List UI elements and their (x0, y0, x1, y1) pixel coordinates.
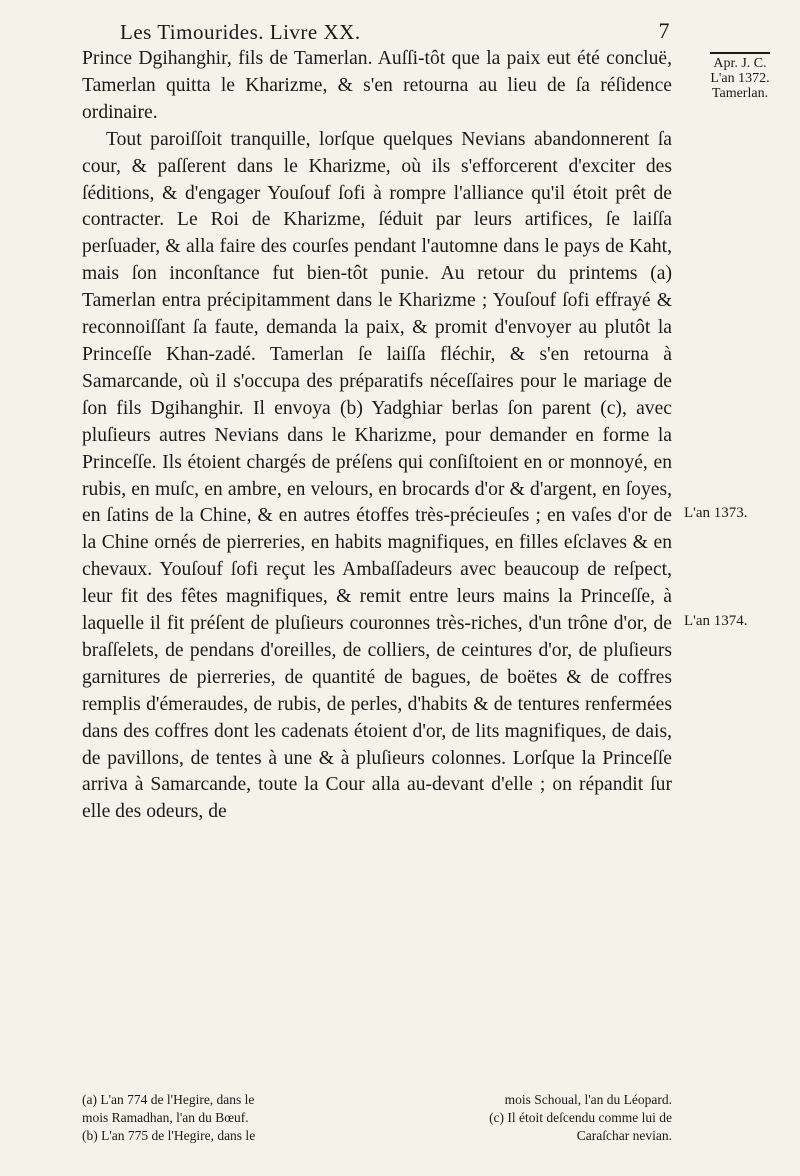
footnote-a-end: mois Ramadhan, l'an du Bœuf. (82, 1110, 249, 1125)
footnote-a: (a) L'an 774 de l'Hegire, dans le (82, 1092, 255, 1107)
margin-note-year-1372: L'an 1372. (710, 71, 770, 86)
footnote-c-continuation: Caraſchar nevian. (576, 1128, 672, 1143)
footnote-row-3 (82, 1127, 672, 1145)
margin-note-tamerlan: Tamerlan. (711, 86, 769, 101)
footnote-row-2 (82, 1109, 672, 1127)
footnote-c: (c) Il étoit deſcendu comme lui de (489, 1110, 672, 1125)
page-number: 7 (658, 18, 670, 43)
running-head: Les Timourides. Livre XX. (120, 20, 361, 44)
footnotes (82, 1091, 672, 1145)
page-header (90, 18, 670, 48)
paragraph-1: Prince Dgihanghir, fils de Tamerlan. Auſſi-tôt que la paix eut été concluë, Tamerlan quitta le Kharizme, & s'en retourna au lieu de ſa réſidence ordinaire. (82, 48, 672, 123)
main-text (82, 46, 672, 826)
margin-note-year-1374: L'an 1374. (684, 613, 748, 629)
margin-note-date-header (684, 52, 796, 101)
paragraph-2: Tout paroiſſoit tranquille, lorſque quelques Nevians abandonnerent ſa cour, & paſſerent dans le Kharizme, où ils s'efforcerent d'exciter des ſéditions, & d'engager Youſouf ſofi à rompre l'alliance qu'il étoit prêt de contracter. Le Roi de Kharizme, ſéduit par leurs artifices, ſe laiſſa perſuader, & alla faire des courſes pendant l'automne dans le pays de Kaht, mais ſon inconſtance fut bien-tôt punie. Au retour du printems (a) Tamerlan entra précipitamment dans le Kharizme ; Youſouf ſofi effrayé & reconnoiſſant ſa faute, demanda la paix, & promit d'envoyer au plutôt la Princeſſe Khan-zadé. Tamerlan ſe laiſſa fléchir, & s'en retourna à Samarcande, où il s'occupa des préparatifs néceſſaires pour le mariage de ſon fils Dgihanghir. Il envoya (b) Yadghiar berlas ſon parent (c), avec pluſieurs autres Nevians dans le Kharizme, pour demander en forme la Princeſſe. Ils étoient chargés de préſens qui conſiſtoient en or monnoyé, en rubis, en muſc, en ambre, en velours, en brocards d'or & d'argent, en ſoyes, en ſatins de la Chine, & en autres étoffes très-précieuſes ; en vaſes d'or de la Chine ornés de pierreries, en habits magnifiques, en filles eſclaves & en chevaux. Youſouf ſofi reçut les Ambaſſadeurs avec beaucoup de reſpect, leur fit des fêtes magnifiques, & remit entre leurs mains la Princeſſe, à laquelle il fit préſent de pluſieurs couronnes très-riches, d'un trône d'or, de braſſelets, de pendans d'oreilles, de colliers, de ceintures d'or, de pluſieurs garnitures de pierreries, de quantité de bagues, de boëtes & de coffres remplis d'émeraudes, de rubis, de perles, d'habits & de tentures renfermées dans des coffres dont les cadenats étoient d'or, de lits magnifiques, de dais, de pavillons, de tentes à une & à pluſieurs colonnes. Lorſque la Princeſſe arriva à Samarcande, toute la Cour alla au-devant d'elle ; on répandit ſur elle des odeurs, de (82, 128, 672, 823)
margin-note-apr-jc: Apr. J. C. (713, 56, 767, 71)
footnote-row-1 (82, 1091, 672, 1109)
margin-note-year-1373: L'an 1373. (684, 505, 748, 521)
footnote-a-continuation: mois Schoual, l'an du Léopard. (504, 1092, 672, 1107)
footnote-b: (b) L'an 775 de l'Hegire, dans le (82, 1128, 256, 1143)
margin-rule (710, 52, 770, 54)
